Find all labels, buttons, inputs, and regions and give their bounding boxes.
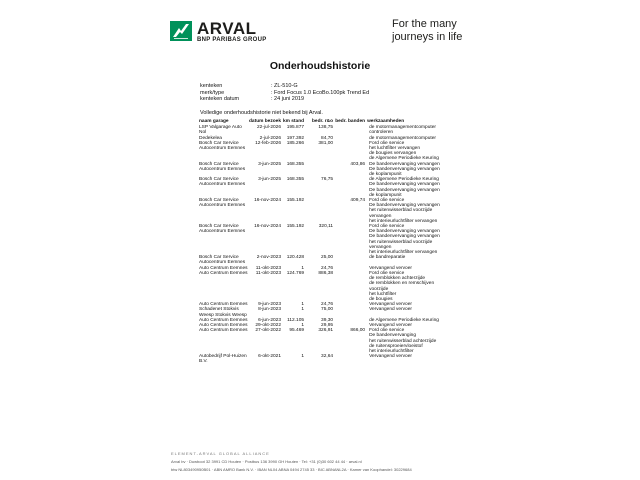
- cell-date: 16-nov-2024: [254, 198, 281, 204]
- table-row: [199, 141, 448, 162]
- cell-work: de Algemene Periodieke Keuring: [369, 317, 439, 323]
- cell-date: 8-jun-2023: [258, 307, 281, 313]
- brand-sub: BNP PARIBAS GROUP: [197, 37, 267, 43]
- vehicle-label: merk/type: [200, 89, 225, 96]
- vehicle-row-date: [200, 96, 304, 103]
- cell-date: 22-jul-2026: [256, 125, 281, 131]
- cell-date: 12-feb-2026: [255, 140, 281, 146]
- cell-date: 9-jun-2023: [258, 302, 281, 308]
- cell-work: Ford olie service De bandenvervanging vervangen De bandenvervanging vervangen het ruitenwisserblad voorzijde vervangen het interieurluchtfilter vervangen: [369, 224, 440, 256]
- cell-date: 3-jun-2025: [258, 177, 281, 183]
- cell-km: 168.355: [286, 161, 305, 167]
- page-title: Onderhoudshistorie: [269, 60, 371, 72]
- cell-work: Vervangend vervoer: [369, 302, 412, 308]
- cell-garage: Auto Centrum Eemnes: [199, 328, 248, 334]
- cell-ro: [306, 198, 335, 224]
- vehicle-value: : Ford Focus 1.0 EcoBo.100pk Trend Ed: [271, 89, 370, 96]
- cell-tires: 409,74: [350, 198, 366, 204]
- cell-ro: 76,75: [321, 177, 334, 183]
- cell-tires: [335, 224, 367, 255]
- cell-date: 16-nov-2024: [254, 224, 281, 230]
- cell-work: de bandreparatie: [369, 255, 406, 261]
- table-row: [199, 255, 448, 265]
- cell-work: de motormanagementcomputer controleren: [369, 125, 436, 136]
- cell-ro: 25,00: [321, 255, 334, 261]
- cell-garage: Schadenet Stokvis Weesp Stokvis Weesp: [199, 307, 247, 318]
- cell-tires: [335, 354, 367, 364]
- cell-ro: 886,38: [318, 270, 334, 276]
- cell-garage: Auto Centrum Eemnes: [199, 317, 248, 323]
- cell-work: Vervangend vervoer: [369, 322, 412, 328]
- cell-garage: Bosch Car Service Autocentrum Eemnes: [199, 161, 246, 172]
- cell-date: 29-okt-2022: [255, 322, 281, 328]
- table-row: [199, 328, 448, 354]
- table-row: [199, 271, 448, 302]
- cell-garage: Autobedrijf Pol-Huizen B.V.: [199, 354, 247, 365]
- cell-ro: 381,00: [318, 140, 334, 146]
- cell-tires: [335, 271, 367, 302]
- table-row: [199, 177, 448, 198]
- cell-km: 95.469: [289, 328, 305, 334]
- cell-ro: 24,76: [321, 302, 334, 308]
- cell-tires: [335, 307, 367, 317]
- cell-date: 6-jun-2023: [258, 317, 281, 323]
- cell-work: Vervangend vervoer: [369, 265, 412, 271]
- cell-ro: 29,95: [321, 322, 334, 328]
- cell-tires: [335, 177, 367, 198]
- cell-km: 1: [301, 307, 305, 313]
- cell-garage: Bosch Car Service Autocentrum Eemnes: [199, 198, 246, 209]
- cell-ro: 84,70: [321, 135, 334, 141]
- tagline-line-1: For the many: [392, 18, 457, 30]
- table-row: [199, 224, 448, 255]
- vehicle-value: : 24 juni 2019: [271, 96, 305, 102]
- cell-work: de motormanagementcomputer: [369, 135, 436, 141]
- cell-work: Vervangend vervoer: [369, 354, 412, 360]
- cell-km: 168.355: [286, 177, 305, 183]
- column-header: bedr. r&o: [312, 119, 334, 124]
- vehicle-label: kenteken: [200, 83, 223, 89]
- cell-date: 2-nov-2023: [256, 255, 281, 261]
- cell-garage: Bosch Car Service Autocentrum Eemnes: [199, 177, 246, 188]
- cell-km: 124.769: [286, 270, 305, 276]
- cell-km: 155.192: [286, 224, 305, 230]
- footer-legal: btw NL803490950B01 · ABN AMRO Bank N.V. · IBAN NL04 ABNA 0494 2745 33 · BIC ABNANL2A · Kamer van Koophandel: 30229684: [171, 467, 412, 472]
- cell-ro: [306, 162, 335, 178]
- cell-garage: Bosch Car Service Autocentrum Eemnes: [199, 224, 246, 235]
- cell-ro: 326,91: [318, 328, 334, 334]
- cell-work: Ford olie service het luchtfilter vervangen de bougies vervangen de Algemene Periodieke Keuring: [369, 140, 439, 162]
- table-row: [199, 307, 448, 317]
- tagline-line-2: journeys in life: [392, 31, 463, 43]
- cell-ro: 138,75: [318, 125, 334, 131]
- cell-ro: 75,00: [321, 307, 334, 313]
- cell-work: De bandenvervanging vervangen De bandenvervanging vervangen de koplampunit: [369, 161, 440, 178]
- cell-km: 112.105: [287, 317, 305, 323]
- brand-tagline: [392, 18, 462, 44]
- cell-date: 11-okt-2023: [255, 265, 281, 271]
- cell-ro: 24,76: [321, 265, 334, 271]
- table-body: [199, 125, 448, 364]
- cell-ro: 39,30: [321, 317, 334, 323]
- cell-km: 1: [301, 354, 305, 360]
- arval-leaf-icon: [170, 21, 192, 41]
- cell-date: 27-okt-2022: [255, 328, 281, 334]
- cell-km: 185.266: [286, 140, 305, 146]
- column-header: naam garage: [199, 119, 229, 124]
- cell-ro: 32,64: [321, 354, 334, 360]
- table-row: [199, 354, 448, 364]
- table-row: [199, 125, 448, 135]
- cell-km: 1: [301, 302, 305, 308]
- cell-date: 2-jul-2026: [259, 135, 281, 141]
- cell-work: Ford olie service De bandenvervanging vervangen het ruitenwisserblad voorzijde vervangen het interieurluchtfilter vervangen: [369, 198, 440, 224]
- cell-km: 1: [301, 322, 305, 328]
- cell-tires: [335, 125, 367, 135]
- footer-address: Arval bv · Duwboot 32 3991 CD Houten · Postbus 136 3990 GH Houten · Tel: +31 (0)30 602 44 44 · arval.nl: [171, 459, 362, 464]
- cell-garage: Auto Centrum Eemnes: [199, 322, 248, 328]
- cell-tires: 403,86: [350, 161, 366, 167]
- cell-tires: [335, 141, 367, 162]
- cell-garage: Bosch Car Service Autocentrum Eemnes: [199, 255, 246, 266]
- cell-work: Vervangend vervoer: [369, 307, 412, 313]
- cell-garage: Bosch Car Service Autocentrum Eemnes: [199, 140, 246, 152]
- brand-name: ARVAL: [197, 19, 257, 38]
- cell-km: 155.192: [286, 198, 305, 204]
- cell-work: Ford olie service de remblokken achterzijde de remblokken en remschijven voorzijde het luchtfilter de bougies: [369, 270, 435, 302]
- intro-text: Volledige onderhoudshistorie niet bekend bij Arval.: [200, 110, 323, 116]
- column-header: datum bezoek: [249, 119, 281, 124]
- vehicle-label: kenteken datum: [200, 96, 240, 102]
- vehicle-value: : ZL-510-G: [271, 83, 298, 89]
- cell-garage: Dedekelea: [199, 135, 222, 141]
- cell-date: 3-jun-2025: [258, 161, 281, 167]
- column-header: werkzaamheden: [367, 119, 405, 124]
- cell-km: 195.877: [286, 125, 305, 131]
- column-header: km stand: [283, 119, 305, 124]
- cell-ro: 320,11: [318, 224, 334, 230]
- column-header: bedr. banden: [335, 119, 366, 124]
- maintenance-history-table: [199, 119, 448, 365]
- cell-work: de Algemene Periodieke Keuring De bandenvervanging vervangen De bandenvervanging vervangen de koplampunit: [369, 177, 440, 198]
- footer-alliance: ELEMENT-ARVAL GLOBAL ALLIANCE: [171, 451, 270, 456]
- cell-km: 197.392: [286, 135, 305, 141]
- cell-garage: LSP Valgarage Auto Nol: [199, 125, 242, 136]
- cell-garage: Auto Centrum Eemnes: [199, 265, 248, 271]
- table-row: [199, 162, 448, 178]
- cell-date: 6-okt-2021: [258, 354, 281, 360]
- cell-garage: Auto Centrum Eemnes: [199, 270, 248, 276]
- table-row: [199, 198, 448, 224]
- cell-km: 120.428: [286, 255, 305, 261]
- cell-km: 1: [301, 265, 305, 271]
- cell-garage: Auto Centrum Eemnes: [199, 302, 248, 308]
- cell-work: Ford olie service De bandenvervanging het ruitenwisserblad achterzijde de ruitensproeiervloeistof het interieurluchtfilter: [369, 328, 437, 354]
- cell-date: 11-okt-2023: [255, 270, 281, 276]
- cell-tires: 866,00: [350, 328, 366, 334]
- cell-tires: [335, 255, 367, 265]
